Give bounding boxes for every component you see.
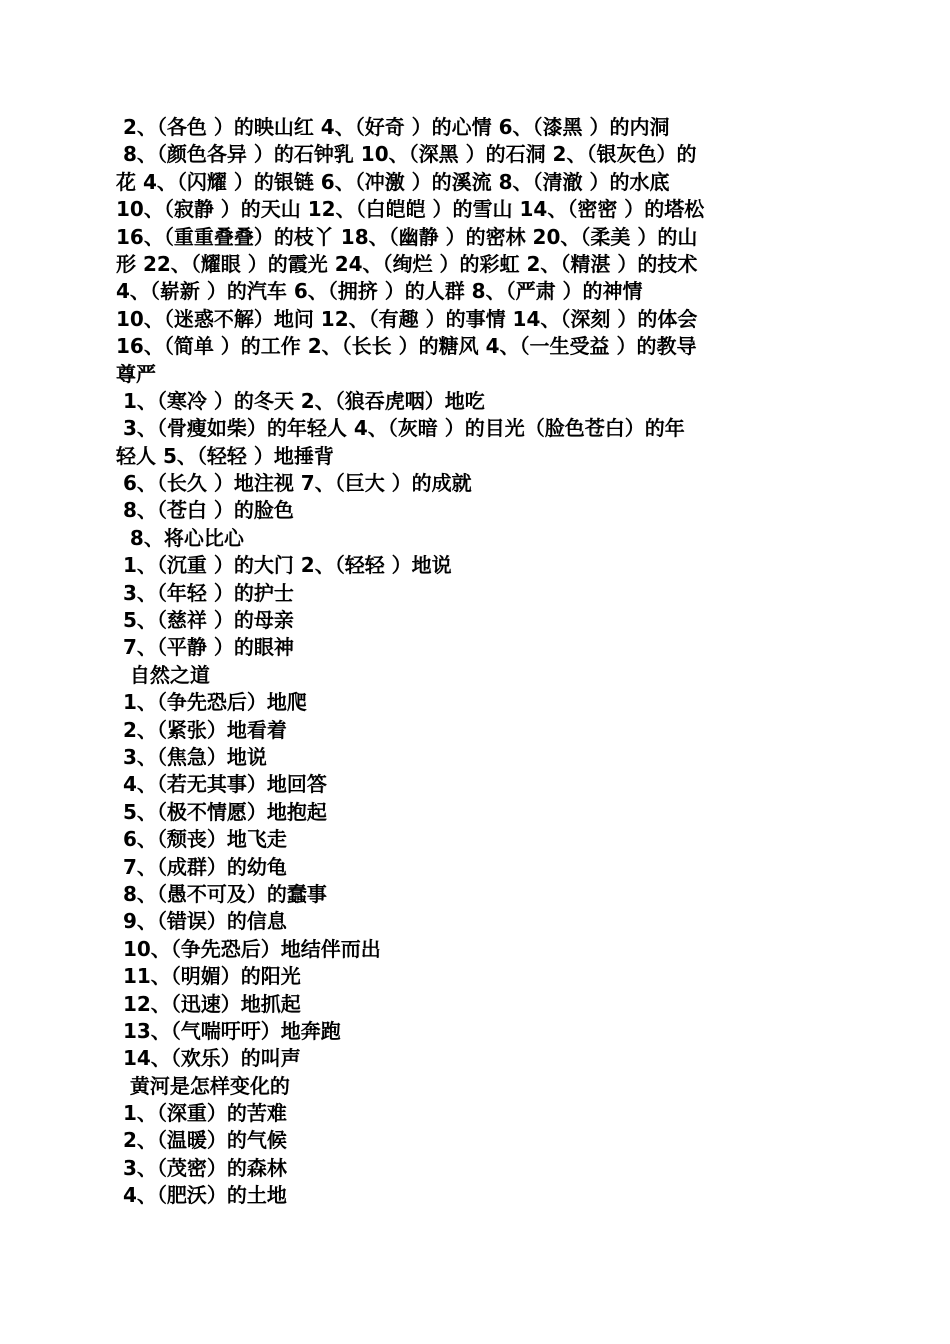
text-line: 轻人 5、（轻轻 ）地捶背 bbox=[116, 443, 334, 468]
text-line: 3、（骨瘦如柴）的年轻人 4、（灰暗 ）的目光（脸色苍白）的年 bbox=[116, 416, 685, 441]
section-heading: 自然之道 bbox=[116, 662, 210, 687]
section-heading: 黄河是怎样变化的 bbox=[116, 1073, 290, 1098]
text-line: 7、（平静 ）的眼神 bbox=[116, 635, 294, 660]
text-line: 1、（争先恐后）地爬 bbox=[116, 690, 307, 715]
text-line: 3、（茂密）的森林 bbox=[116, 1155, 287, 1180]
text-line: 10、（迷惑不解）地问 12、（有趣 ）的事情 14、（深刻 ）的体会 bbox=[116, 306, 698, 331]
document-body bbox=[116, 114, 836, 1210]
text-line: 形 22、（耀眼 ）的霞光 24、（绚烂 ）的彩虹 2、（精湛 ）的技术 bbox=[116, 251, 698, 276]
text-line: 11、（明媚）的阳光 bbox=[116, 964, 301, 989]
text-line: 8、（愚不可及）的蠢事 bbox=[116, 881, 327, 906]
text-line: 6、（长久 ）地注视 7、（巨大 ）的成就 bbox=[116, 471, 472, 496]
text-line: 6、（颓丧）地飞走 bbox=[116, 827, 287, 852]
text-line: 16、（重重叠叠）的枝丫 18、（幽静 ）的密林 20、（柔美 ）的山 bbox=[116, 224, 698, 249]
text-line: 花 4、（闪耀 ）的银链 6、（冲激 ）的溪流 8、（清澈 ）的水底 bbox=[116, 169, 670, 194]
text-line: 4、（若无其事）地回答 bbox=[116, 772, 327, 797]
text-line: 12、（迅速）地抓起 bbox=[116, 991, 301, 1016]
text-line: 5、（极不情愿）地抱起 bbox=[116, 799, 327, 824]
text-line: 2、（温暖）的气候 bbox=[116, 1128, 287, 1153]
text-line: 5、（慈祥 ）的母亲 bbox=[116, 608, 294, 633]
text-line: 8、（苍白 ）的脸色 bbox=[116, 498, 294, 523]
text-line: 4、（崭新 ）的汽车 6、（拥挤 ）的人群 8、（严肃 ）的神情 bbox=[116, 279, 643, 304]
section-heading: 8、将心比心 bbox=[116, 525, 244, 550]
text-line: 13、（气喘吁吁）地奔跑 bbox=[116, 1018, 341, 1043]
text-line: 1、（寒冷 ）的冬天 2、（狼吞虎咽）地吃 bbox=[116, 388, 485, 413]
text-line: 2、（各色 ）的映山红 4、（好奇 ）的心情 6、（漆黑 ）的内洞 bbox=[116, 115, 670, 139]
text-line: 1、（沉重 ）的大门 2、（轻轻 ）地说 bbox=[116, 553, 452, 578]
text-line: 8、（颜色各异 ）的石钟乳 10、（深黑 ）的石洞 2、（银灰色）的 bbox=[116, 142, 697, 167]
text-line: 10、（争先恐后）地结伴而出 bbox=[116, 936, 381, 961]
text-line: 1、（深重）的苦难 bbox=[116, 1101, 287, 1126]
text-line: 10、（寂静 ）的天山 12、（白皑皑 ）的雪山 14、（密密 ）的塔松 bbox=[116, 197, 705, 222]
text-line: 14、（欢乐）的叫声 bbox=[116, 1046, 301, 1071]
text-line: 尊严 bbox=[116, 361, 156, 386]
text-line: 4、（肥沃）的土地 bbox=[116, 1183, 287, 1208]
text-line: 3、（年轻 ）的护士 bbox=[116, 580, 294, 605]
text-line: 9、（错误）的信息 bbox=[116, 909, 287, 934]
text-line: 2、（紧张）地看着 bbox=[116, 717, 287, 742]
text-line: 16、（简单 ）的工作 2、（长长 ）的糖风 4、（一生受益 ）的教导 bbox=[116, 334, 697, 359]
text-line: 3、（焦急）地说 bbox=[116, 744, 267, 769]
text-line: 7、（成群）的幼龟 bbox=[116, 854, 287, 879]
